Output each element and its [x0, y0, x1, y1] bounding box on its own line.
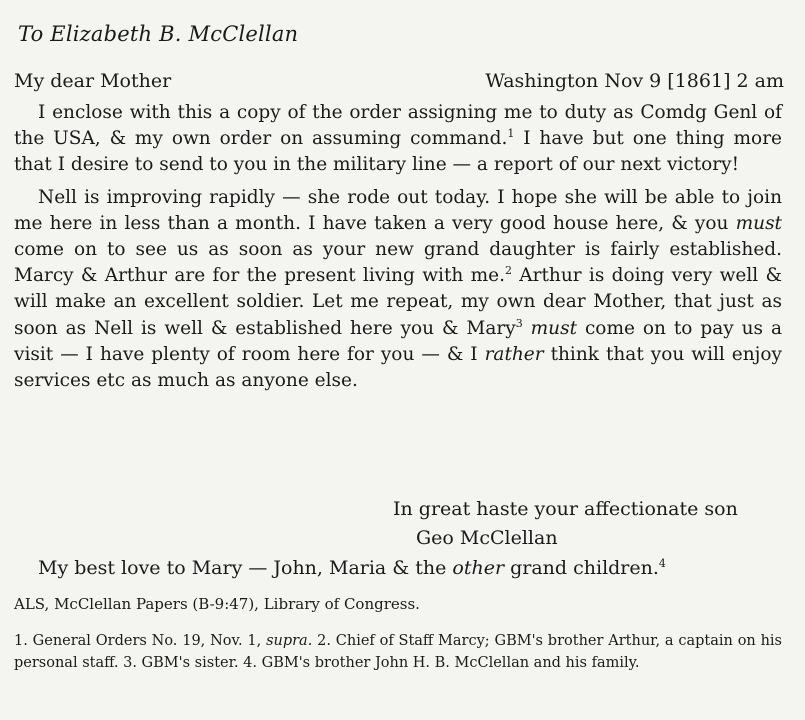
- text-run: I have but one thing more that I desire to send to you in the military line — a report of our next victory!: [14, 128, 782, 176]
- dateline: Washington Nov 9 [1861] 2 am: [485, 70, 784, 92]
- text-run: My best love to Mary — John, Maria & the: [38, 557, 453, 579]
- letter-body: [14, 100, 782, 400]
- text-run: Nell is improving rapidly — she rode out today. I hope she will be able to join me here in less than a month. I have taken a very good house here, & you: [14, 186, 782, 234]
- footnote-ref-1: 1: [507, 127, 515, 141]
- text-run: come on to see us as soon as your new grand daughter is fairly established. Marcy & Arthur are for the present living with me.: [14, 239, 782, 287]
- emphasis: other: [452, 557, 505, 579]
- salutation: My dear Mother: [14, 70, 172, 92]
- text-run: 1. General Orders No. 19, Nov. 1,: [14, 633, 267, 649]
- emphasis: must: [735, 212, 782, 234]
- signature: Geo McClellan: [416, 527, 558, 549]
- footnote-ref-3: 3: [515, 316, 523, 330]
- text-run: I enclose with this a copy of the order assigning me to duty as Comdg Genl of the USA, & my own order on assuming command.: [14, 102, 782, 150]
- emphasis: rather: [484, 343, 544, 365]
- text-run: come on to pay us a visit — I have plenty of room here for you — & I: [14, 317, 782, 365]
- paragraph-1: [14, 100, 782, 179]
- source-note: ALS, McClellan Papers (B-9:47), Library of Congress.: [14, 595, 420, 613]
- text-run: 2. Chief of Staff Marcy; GBM's brother Arthur, a captain on his personal staff. 3. GBM's sister. 4. GBM's brother John H. B. McClellan and his family.: [14, 633, 782, 671]
- emphasis: supra.: [266, 633, 313, 649]
- paragraph-2: [14, 185, 782, 395]
- text-run: Arthur is doing very well & will make an excellent soldier. Let me repeat, my own dear Mother, that just as soon as Nell is well & established here you & Mary: [14, 265, 782, 339]
- closing-line: In great haste your affectionate son: [393, 498, 738, 520]
- footnote-ref-4: 4: [658, 557, 666, 570]
- letter-heading: To Elizabeth B. McClellan: [18, 22, 299, 46]
- footnote-ref-2: 2: [504, 264, 512, 278]
- postscript: [38, 557, 666, 579]
- footnotes: [14, 630, 782, 674]
- text-run: [523, 318, 531, 339]
- text-run: grand children.: [504, 557, 659, 579]
- text-run: think that you will enjoy services etc as much as anyone else.: [14, 343, 782, 392]
- emphasis: must: [530, 317, 578, 339]
